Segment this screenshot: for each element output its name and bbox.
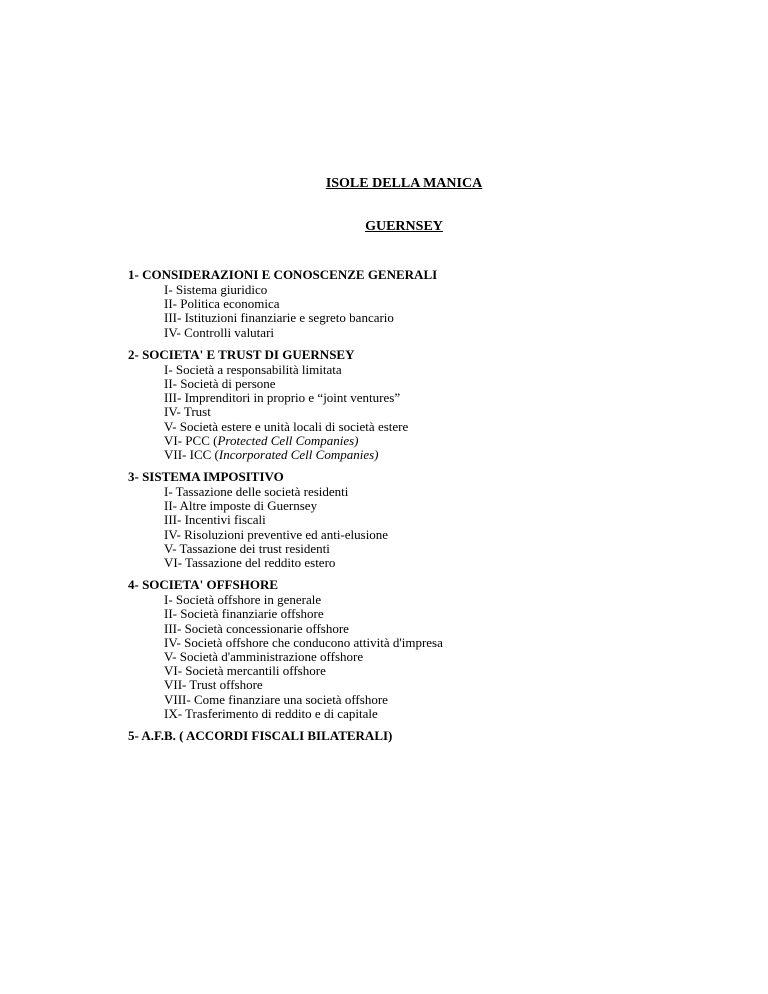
section-4 bbox=[128, 577, 688, 721]
section-5 bbox=[128, 728, 688, 743]
section-heading: 2- SOCIETA' E TRUST DI GUERNSEY bbox=[128, 346, 355, 362]
list-item: VIII- Come finanziare una società offshore bbox=[164, 691, 388, 707]
list-item: I- Tassazione delle società residenti bbox=[164, 484, 349, 500]
document-subtitle: GUERNSEY bbox=[365, 219, 443, 234]
section-2 bbox=[128, 347, 688, 462]
list-item: IV- Società offshore che conducono attività d'impresa bbox=[164, 634, 443, 650]
item-prefix: VII- ICC ( bbox=[164, 446, 219, 462]
list-item: V- Tassazione dei trust residenti bbox=[164, 540, 330, 556]
list-item: V- Società d'amministrazione offshore bbox=[164, 648, 364, 664]
list-item: I- Sistema giuridico bbox=[164, 282, 268, 297]
list-item: III- Imprenditori in proprio e “joint ventures” bbox=[164, 390, 401, 406]
list-item: III- Incentivi fiscali bbox=[164, 512, 266, 528]
list-item: III- Istituzioni finanziarie e segreto bancario bbox=[164, 310, 394, 326]
item-note: Incorporated Cell Companies) bbox=[218, 446, 379, 462]
list-item: IV- Risoluzioni preventive ed anti-elusione bbox=[164, 526, 389, 542]
document-title: ISOLE DELLA MANICA bbox=[325, 176, 483, 191]
table-of-contents bbox=[128, 267, 688, 750]
item-note: Protected Cell Companies) bbox=[217, 432, 359, 448]
list-item: VI- Società mercantili offshore bbox=[164, 663, 326, 679]
list-item: VI- Tassazione del reddito estero bbox=[164, 555, 336, 570]
list-item: I- Società a responsabilità limitata bbox=[164, 361, 342, 377]
list-item: VII- Trust offshore bbox=[164, 677, 263, 693]
list-item: II- Politica economica bbox=[164, 296, 280, 312]
list-item: I- Società offshore in generale bbox=[164, 592, 322, 608]
list-item: V- Società estere e unità locali di società estere bbox=[164, 418, 409, 434]
list-item: III- Società concessionarie offshore bbox=[164, 620, 349, 636]
section-heading: 3- SISTEMA IMPOSITIVO bbox=[128, 469, 284, 485]
section-heading: 5- A.F.B. ( ACCORDI FISCALI BILATERALI) bbox=[128, 727, 393, 743]
section-heading: 1- CONSIDERAZIONI E CONOSCENZE GENERALI bbox=[128, 267, 438, 282]
list-item: II- Società di persone bbox=[164, 375, 276, 391]
section-3 bbox=[128, 469, 688, 570]
list-item: IV- Trust bbox=[164, 404, 211, 420]
list-item-pcc bbox=[128, 434, 688, 448]
list-item-icc bbox=[128, 448, 688, 462]
list-item: II- Altre imposte di Guernsey bbox=[164, 498, 318, 514]
list-item: II- Società finanziarie offshore bbox=[164, 606, 324, 622]
list-item: IV- Controlli valutari bbox=[164, 324, 275, 340]
section-heading: 4- SOCIETA' OFFSHORE bbox=[128, 577, 279, 593]
section-1 bbox=[128, 267, 688, 340]
item-prefix: VI- PCC ( bbox=[164, 432, 218, 448]
list-item: IX- Trasferimento di reddito e di capitale bbox=[164, 705, 378, 721]
